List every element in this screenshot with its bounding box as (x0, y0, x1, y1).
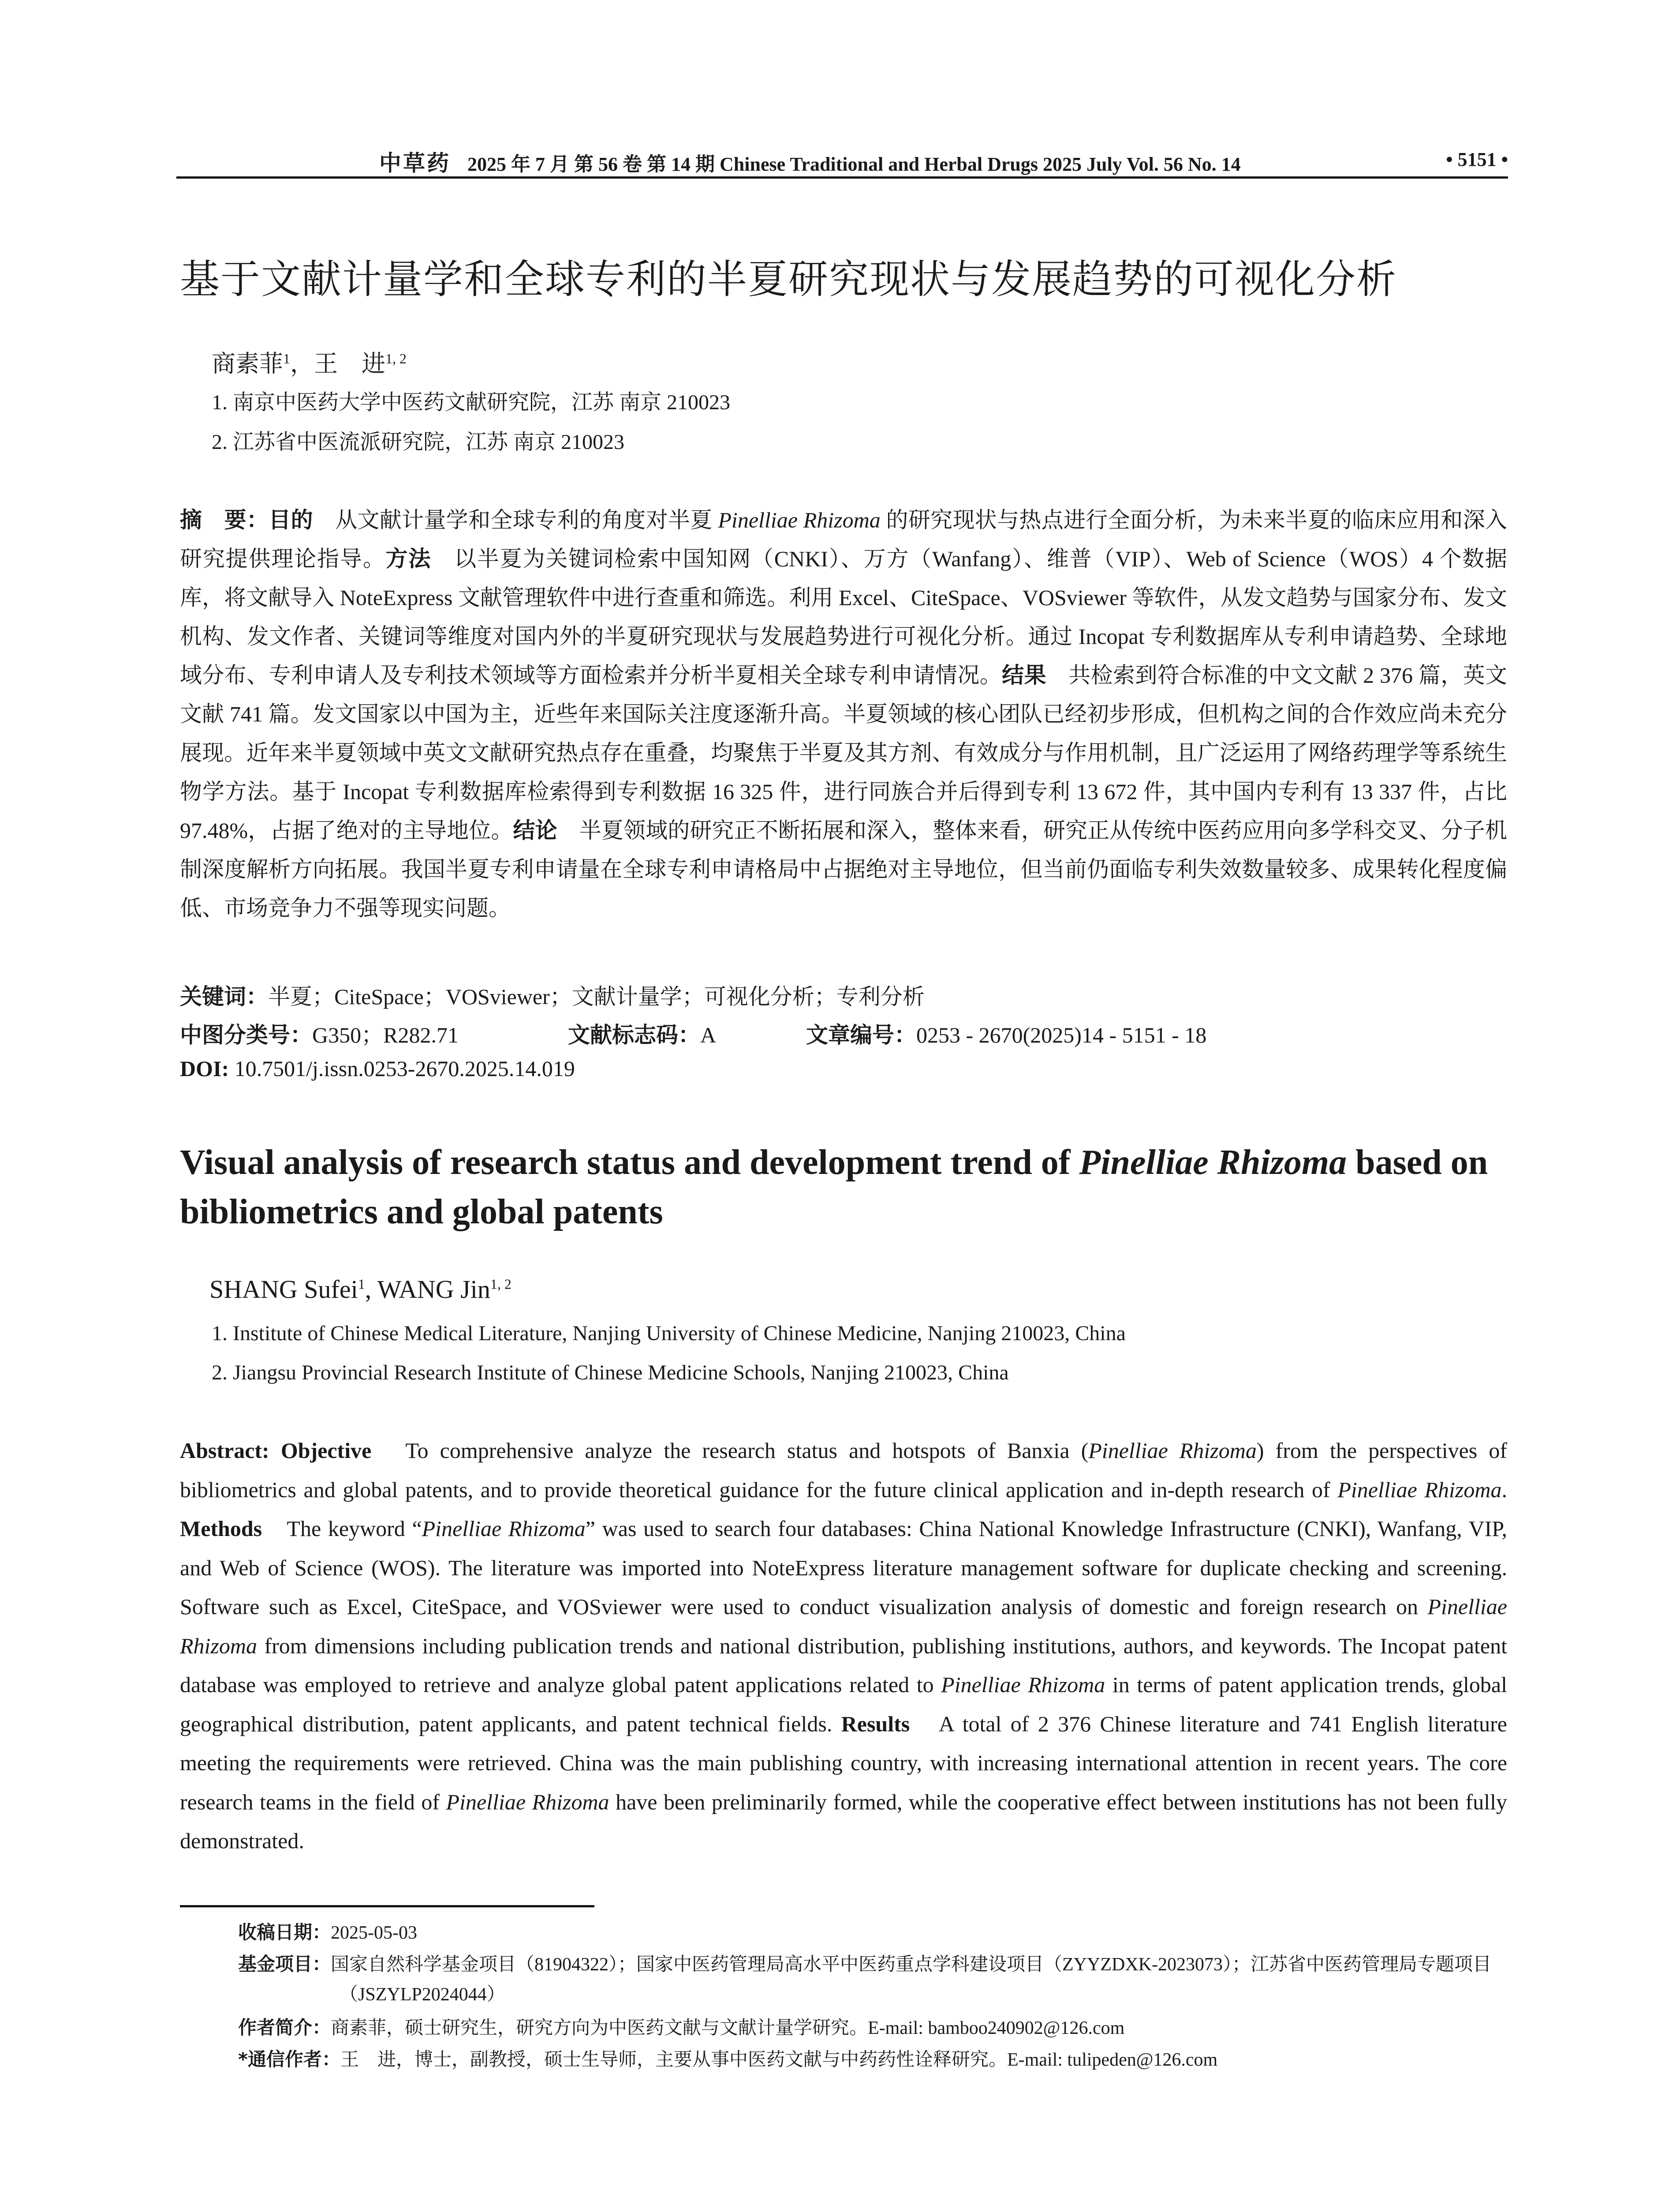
latin-name: Pinelliae Rhizoma (1337, 1477, 1502, 1502)
chinese-authors (212, 345, 407, 379)
latin-name: Pinelliae Rhizoma (718, 508, 881, 532)
footnote-received (238, 1917, 1508, 1948)
doi-line (180, 1056, 575, 1081)
english-abstract (180, 1431, 1507, 1861)
article-no-value: 0253 - 2670(2025)14 - 5151 - 18 (916, 1023, 1207, 1047)
bio-text: 商素菲，硕士研究生，研究方向为中医药文献与文献计量学研究。E-mail: bamboo240902@126.com (331, 2018, 1125, 2038)
journal-name-cn: 中草药 (379, 151, 451, 176)
corr-text: 王 进，博士，副教授，硕士生导师，主要从事中医药文献与中药药性诠释研究。E-mail: tulipeden@126.com (340, 2050, 1218, 2070)
results-text: 共检索到符合标准的中文文献 2 376 篇，英文文献 741 篇。发文国家以中国为主，近些年来国际关注度逐渐升高。半夏领域的核心团队已经初步形成，但机构之间的合作效应尚未充分展现。近年来半夏领域中英文文献研究热点存在重叠，均聚焦于半夏及其方剂、有效成分与作用机制，且广泛运用了网络药理学等系统生物学方法。基于 Incopat 专利数据库检索得到专利数据 16 325 件，进行同族合并后得到专利 13 672 件，其中国内专利有 13 337 件，占比 97.48%，占据了绝对的主导地位。 (180, 663, 1508, 843)
latin-name: Pinelliae Rhizoma (1088, 1438, 1257, 1463)
fund-text: 国家自然科学基金项目（81904322）；国家中医药管理局高水平中医药重点学科建设项目（ZYYZDXK-2023073）；江苏省中医药管理局专题项目（JSZYLP2024044） (331, 1955, 1491, 2005)
en-objective-text-cont: ) from the perspectives of bibliometrics and global patents, and to provide theoretical guidance for the future clinical application and in-depth research of (180, 1438, 1507, 1502)
en-results-label: Results (841, 1711, 910, 1736)
author-separator: ， (290, 351, 314, 377)
en-author-1-mark: 1 (358, 1276, 365, 1292)
objective-text-cont: 的研究现状与热点进行全面分析，为未来半夏的临床应用和深入研究提供理论指导。 (180, 508, 1508, 571)
english-title-b: based on bibliometrics and global patents (180, 1143, 1488, 1231)
methods-label: 方法 (385, 546, 432, 572)
en-text: . (1501, 1477, 1507, 1502)
clc-value: G350；R282.71 (312, 1023, 459, 1047)
keywords-line (180, 979, 925, 1011)
page-number: • 5151 • (1446, 149, 1508, 170)
author-2-affiliation-mark: 1, 2 (385, 351, 407, 366)
en-author-separator: , (365, 1275, 377, 1304)
english-authors (209, 1274, 511, 1304)
chinese-affiliation-2: 2. 江苏省中医流派研究院，江苏 南京 210023 (212, 430, 625, 454)
methods-text: 以半夏为关键词检索中国知网（CNKI）、万方（Wanfang）、维普（VIP）、Web of Science（WOS）4 个数据库，将文献导入 NoteExpress 文献管理软件中进行查重和筛选。利用 Excel、CiteSpace、VOSviewer 等软件，从发文趋势与国家分布、发文机构、发文作者、关键词等维度对国内外的半夏研究现状与发展趋势进行可视化分析。通过 Incopat 专利数据库从专利申请趋势、全球地域分布、专利申请人及专利技术领域等方面检索并分析半夏相关全球专利申请情况。 (180, 546, 1508, 688)
doi-link[interactable]: 10.7501/j.issn.0253-2670.2025.14.019 (229, 1056, 575, 1081)
keywords: 半夏；CiteSpace；VOSviewer；文献计量学；可视化分析；专利分析 (268, 984, 925, 1009)
article-no-label: 文章编号： (806, 1022, 916, 1048)
author-1: 商素菲 (212, 351, 283, 377)
english-affiliation-2: 2. Jiangsu Provincial Research Institute of Chinese Medicine Schools, Nanjing 210023, China (212, 1361, 1009, 1384)
issue-info: 2025 年 7 月 第 56 卷 第 14 期 Chinese Traditional and Herbal Drugs 2025 July Vol. 56 No. 14 (467, 153, 1241, 175)
classification-line (180, 1017, 1207, 1049)
keywords-label: 关键词： (180, 984, 268, 1009)
english-title (180, 1138, 1507, 1237)
bio-label: 作者简介： (238, 2017, 331, 2038)
en-author-2: WANG Jin (377, 1275, 490, 1304)
results-label: 结果 (1002, 662, 1046, 688)
en-objective-text: To comprehensive analyze the research status and hotspots of Banxia ( (371, 1438, 1089, 1463)
footnote-rule (180, 1905, 594, 1907)
author-1-affiliation-mark: 1 (283, 351, 290, 366)
en-methods-text-cont: in terms of patent application trends, global geographical distribution, patent applicants, and patent technical fields. (180, 1672, 1507, 1736)
doc-code-label: 文献标志码： (568, 1022, 700, 1048)
received-label: 收稿日期： (238, 1921, 331, 1943)
latin-name: Pinelliae Rhizoma (446, 1789, 609, 1814)
en-author-2-mark: 1, 2 (490, 1276, 511, 1292)
en-methods-text-cont: ” was used to search four databases: China National Knowledge Infrastructure (CNKI), Wanfang, VIP, and Web of Science (WOS). The literature was imported into NoteExpress literature management software for duplicate checking and screening. Software such as Excel, CiteSpace, and VOSviewer were used to conduct visualization analysis of domestic and foreign research on (180, 1516, 1507, 1619)
latin-name: Pinelliae Rhizoma (422, 1516, 586, 1541)
author-2: 王 进 (314, 351, 385, 377)
running-header (176, 142, 1508, 177)
corr-label: *通信作者： (238, 2048, 340, 2070)
footnote-corresponding (238, 2044, 1508, 2075)
en-abstract-label: Abstract: Objective (180, 1438, 372, 1463)
chinese-abstract (180, 501, 1507, 927)
conclusion-label: 结论 (513, 818, 557, 843)
en-methods-text-cont: from dimensions including publication trends and national distribution, publishing institutions, authors, and keywords. The Incopat patent database was employed to retrieve and analyze global patent applications related to (180, 1633, 1507, 1697)
doi-label: DOI: (180, 1056, 229, 1081)
conclusion-text: 半夏领域的研究正不断拓展和深入，整体来看，研究正从传统中医药应用向多学科交叉、分子机制深度解析方向拓展。我国半夏专利申请量在全球专利申请格局中占据绝对主导地位，但当前仍面临专利失效数量较多、成果转化程度偏低、市场竞争力不强等现实问题。 (180, 818, 1508, 920)
english-title-latin: Pinelliae Rhizoma (1079, 1143, 1347, 1182)
doc-code-value: A (700, 1023, 717, 1047)
abstract-label: 摘 要： (180, 507, 269, 533)
en-author-1: SHANG Sufei (209, 1275, 358, 1304)
fund-label: 基金项目： (238, 1953, 331, 1975)
latin-name: Pinelliae Rhizoma (180, 1594, 1507, 1658)
english-title-a: Visual analysis of research status and development trend of (180, 1143, 1079, 1182)
footnote-fund (238, 1949, 1508, 2010)
en-results-text: A total of 2 376 Chinese literature and 741 English literature meeting the requirements were retrieved. China was the main publishing country, with increasing international attention in recent years. The core research teams in the field of (180, 1711, 1507, 1814)
objective-label: 目的 (269, 507, 313, 533)
header-rule (176, 176, 1508, 179)
objective-text: 从文献计量学和全球专利的角度对半夏 (313, 508, 718, 532)
latin-name: Pinelliae Rhizoma (941, 1672, 1105, 1697)
en-methods-text: The keyword “ (262, 1516, 422, 1541)
chinese-affiliation-1: 1. 南京中医药大学中医药文献研究院，江苏 南京 210023 (212, 391, 731, 414)
english-affiliation-1: 1. Institute of Chinese Medical Literature, Nanjing University of Chinese Medicine, Nanjing 210023, China (212, 1322, 1126, 1345)
received-date: 2025-05-03 (331, 1923, 417, 1943)
footnote-author-bio (238, 2013, 1508, 2043)
chinese-title: 基于文献计量学和全球专利的半夏研究现状与发展趋势的可视化分析 (180, 256, 1397, 303)
en-methods-label: Methods (180, 1516, 262, 1541)
en-results-text-cont: have been preliminarily formed, while the cooperative effect between institutions has not been fully demonstrated. (180, 1789, 1507, 1853)
clc-label: 中图分类号： (180, 1022, 312, 1048)
